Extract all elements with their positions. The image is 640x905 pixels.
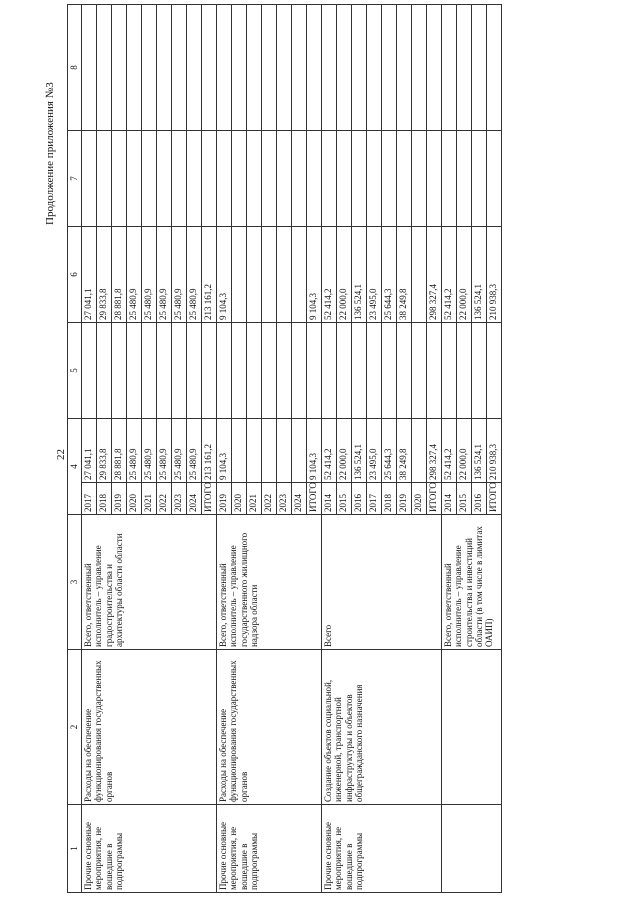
year-cell: 2024 — [187, 483, 202, 515]
regional-budget-cell: 9 104,3 — [217, 227, 232, 323]
year-cell: 2019 — [112, 483, 127, 515]
local-budget-cell — [457, 131, 472, 227]
federal-budget-cell — [187, 323, 202, 419]
federal-budget-cell — [442, 323, 457, 419]
federal-budget-cell — [202, 323, 217, 419]
local-budget-cell — [247, 131, 262, 227]
total-amount-cell: 298 327,4 — [427, 419, 442, 483]
year-cell: 2014 — [442, 483, 457, 515]
header-col-5: 5 — [68, 323, 82, 419]
local-budget-cell — [472, 131, 487, 227]
year-cell: 2021 — [142, 483, 157, 515]
local-budget-cell — [382, 131, 397, 227]
federal-budget-cell — [217, 323, 232, 419]
other-sources-cell — [412, 5, 427, 131]
activity-type-cell — [442, 805, 502, 893]
year-cell: 2015 — [457, 483, 472, 515]
local-budget-cell — [442, 131, 457, 227]
total-amount-cell: 213 161,2 — [202, 419, 217, 483]
year-cell: ИТОГО — [307, 483, 322, 515]
activity-type-cell: Прочие основные мероприятия, не вошедшие в подпрограммы — [217, 805, 322, 893]
budget-table — [67, 4, 502, 893]
total-amount-cell: 29 833,8 — [97, 419, 112, 483]
activity-name-cell: Создание объектов социальной, инженерной, транспортной инфраструктуры и объектов общегражданского назначения — [322, 650, 442, 805]
local-budget-cell — [82, 131, 97, 227]
local-budget-cell — [277, 131, 292, 227]
table-row — [217, 5, 232, 893]
federal-budget-cell — [292, 323, 307, 419]
regional-budget-cell: 25 480,9 — [142, 227, 157, 323]
total-amount-cell: 22 000,0 — [457, 419, 472, 483]
activity-type-cell: Прочие основные мероприятия, не вошедшие в подпрограммы — [322, 805, 442, 893]
federal-budget-cell — [112, 323, 127, 419]
local-budget-cell — [157, 131, 172, 227]
year-cell: 2018 — [97, 483, 112, 515]
header-col-8: 8 — [68, 5, 82, 131]
other-sources-cell — [322, 5, 337, 131]
year-cell: 2016 — [472, 483, 487, 515]
total-amount-cell: 136 524,1 — [472, 419, 487, 483]
other-sources-cell — [367, 5, 382, 131]
year-cell: 2019 — [397, 483, 412, 515]
other-sources-cell — [112, 5, 127, 131]
federal-budget-cell — [472, 323, 487, 419]
regional-budget-cell: 23 495,0 — [367, 227, 382, 323]
other-sources-cell — [337, 5, 352, 131]
federal-budget-cell — [457, 323, 472, 419]
year-cell: 2017 — [367, 483, 382, 515]
regional-budget-cell: 38 249,8 — [397, 227, 412, 323]
header-col-1: 1 — [68, 805, 82, 893]
total-amount-cell — [232, 419, 247, 483]
other-sources-cell — [127, 5, 142, 131]
federal-budget-cell — [412, 323, 427, 419]
header-col-4: 4 — [68, 419, 82, 515]
total-amount-cell: 28 881,8 — [112, 419, 127, 483]
local-budget-cell — [322, 131, 337, 227]
total-amount-cell — [412, 419, 427, 483]
other-sources-cell — [247, 5, 262, 131]
federal-budget-cell — [157, 323, 172, 419]
federal-budget-cell — [232, 323, 247, 419]
regional-budget-cell: 9 104,3 — [307, 227, 322, 323]
total-amount-cell: 52 414,2 — [442, 419, 457, 483]
federal-budget-cell — [397, 323, 412, 419]
executor-cell: Всего — [322, 515, 442, 650]
federal-budget-cell — [322, 323, 337, 419]
federal-budget-cell — [487, 323, 502, 419]
other-sources-cell — [487, 5, 502, 131]
regional-budget-cell: 22 000,0 — [337, 227, 352, 323]
local-budget-cell — [202, 131, 217, 227]
activity-name-cell: Расходы на обеспечение функционирования государственных органов — [82, 650, 217, 805]
local-budget-cell — [232, 131, 247, 227]
other-sources-cell — [172, 5, 187, 131]
regional-budget-cell: 210 938,3 — [487, 227, 502, 323]
local-budget-cell — [307, 131, 322, 227]
federal-budget-cell — [352, 323, 367, 419]
regional-budget-cell: 22 000,0 — [457, 227, 472, 323]
total-amount-cell: 9 104,3 — [307, 419, 322, 483]
other-sources-cell — [277, 5, 292, 131]
year-cell: 2020 — [412, 483, 427, 515]
local-budget-cell — [397, 131, 412, 227]
year-cell: 2022 — [157, 483, 172, 515]
regional-budget-cell: 136 524,1 — [472, 227, 487, 323]
other-sources-cell — [202, 5, 217, 131]
executor-cell: Всего, ответственный исполнитель – управление строительства и инвестиций области (в том числе в лимитах ОАИП) — [442, 515, 502, 650]
header-row — [68, 5, 82, 893]
federal-budget-cell — [172, 323, 187, 419]
total-amount-cell — [247, 419, 262, 483]
regional-budget-cell: 213 161,2 — [202, 227, 217, 323]
federal-budget-cell — [247, 323, 262, 419]
year-cell: ИТОГО — [487, 483, 502, 515]
local-budget-cell — [97, 131, 112, 227]
other-sources-cell — [142, 5, 157, 131]
regional-budget-cell: 25 480,9 — [157, 227, 172, 323]
other-sources-cell — [262, 5, 277, 131]
other-sources-cell — [97, 5, 112, 131]
header-col-3: 3 — [68, 515, 82, 650]
year-cell: 2022 — [262, 483, 277, 515]
total-amount-cell: 9 104,3 — [217, 419, 232, 483]
total-amount-cell — [292, 419, 307, 483]
federal-budget-cell — [262, 323, 277, 419]
other-sources-cell — [232, 5, 247, 131]
federal-budget-cell — [367, 323, 382, 419]
total-amount-cell — [262, 419, 277, 483]
header-col-7: 7 — [68, 131, 82, 227]
regional-budget-cell: 29 833,8 — [97, 227, 112, 323]
local-budget-cell — [352, 131, 367, 227]
appendix-caption: Продолжение приложения №3 — [44, 82, 56, 225]
regional-budget-cell — [262, 227, 277, 323]
year-cell: 2018 — [382, 483, 397, 515]
regional-budget-cell — [292, 227, 307, 323]
total-amount-cell: 25 480,9 — [142, 419, 157, 483]
regional-budget-cell — [232, 227, 247, 323]
other-sources-cell — [157, 5, 172, 131]
other-sources-cell — [472, 5, 487, 131]
local-budget-cell — [412, 131, 427, 227]
local-budget-cell — [262, 131, 277, 227]
local-budget-cell — [142, 131, 157, 227]
federal-budget-cell — [307, 323, 322, 419]
regional-budget-cell: 25 480,9 — [127, 227, 142, 323]
total-amount-cell: 25 644,3 — [382, 419, 397, 483]
local-budget-cell — [367, 131, 382, 227]
local-budget-cell — [427, 131, 442, 227]
regional-budget-cell — [277, 227, 292, 323]
other-sources-cell — [187, 5, 202, 131]
local-budget-cell — [172, 131, 187, 227]
regional-budget-cell: 52 414,2 — [322, 227, 337, 323]
local-budget-cell — [292, 131, 307, 227]
total-amount-cell: 38 249,8 — [397, 419, 412, 483]
table-row — [442, 5, 457, 893]
other-sources-cell — [217, 5, 232, 131]
local-budget-cell — [337, 131, 352, 227]
other-sources-cell — [292, 5, 307, 131]
year-cell: 2014 — [322, 483, 337, 515]
total-amount-cell: 23 495,0 — [367, 419, 382, 483]
other-sources-cell — [442, 5, 457, 131]
other-sources-cell — [427, 5, 442, 131]
total-amount-cell: 136 524,1 — [352, 419, 367, 483]
federal-budget-cell — [382, 323, 397, 419]
other-sources-cell — [382, 5, 397, 131]
header-col-2: 2 — [68, 650, 82, 805]
federal-budget-cell — [337, 323, 352, 419]
local-budget-cell — [127, 131, 142, 227]
federal-budget-cell — [127, 323, 142, 419]
year-cell: 2016 — [352, 483, 367, 515]
total-amount-cell: 25 480,9 — [157, 419, 172, 483]
total-amount-cell — [277, 419, 292, 483]
federal-budget-cell — [82, 323, 97, 419]
activity-name-cell: Расходы на обеспечение функционирования государственных органов — [217, 650, 322, 805]
regional-budget-cell: 52 414,2 — [442, 227, 457, 323]
header-col-6: 6 — [68, 227, 82, 323]
page-number: 22 — [55, 449, 67, 460]
year-cell: 2017 — [82, 483, 97, 515]
year-cell: 2015 — [337, 483, 352, 515]
total-amount-cell: 25 480,9 — [172, 419, 187, 483]
executor-cell: Всего, ответственный исполнитель – управление государственного жилищного надзора области — [217, 515, 322, 650]
activity-name-cell — [442, 650, 502, 805]
local-budget-cell — [112, 131, 127, 227]
regional-budget-cell: 25 644,3 — [382, 227, 397, 323]
other-sources-cell — [82, 5, 97, 131]
other-sources-cell — [397, 5, 412, 131]
local-budget-cell — [487, 131, 502, 227]
activity-type-cell: Прочие основные мероприятия, не вошедшие в подпрограммы — [82, 805, 217, 893]
regional-budget-cell: 25 480,9 — [187, 227, 202, 323]
year-cell: 2023 — [277, 483, 292, 515]
federal-budget-cell — [427, 323, 442, 419]
table-row — [82, 5, 97, 893]
regional-budget-cell — [247, 227, 262, 323]
total-amount-cell: 25 480,9 — [127, 419, 142, 483]
total-amount-cell: 210 938,3 — [487, 419, 502, 483]
year-cell: 2024 — [292, 483, 307, 515]
year-cell: 2020 — [127, 483, 142, 515]
regional-budget-cell — [412, 227, 427, 323]
year-cell: 2020 — [232, 483, 247, 515]
table-row — [322, 5, 337, 893]
regional-budget-cell: 298 327,4 — [427, 227, 442, 323]
other-sources-cell — [352, 5, 367, 131]
year-cell: ИТОГО — [427, 483, 442, 515]
federal-budget-cell — [97, 323, 112, 419]
other-sources-cell — [307, 5, 322, 131]
total-amount-cell: 27 041,1 — [82, 419, 97, 483]
executor-cell: Всего, ответственный исполнитель – управление градостроительства и архитектуры области области — [82, 515, 217, 650]
total-amount-cell: 52 414,2 — [322, 419, 337, 483]
regional-budget-cell: 28 881,8 — [112, 227, 127, 323]
total-amount-cell: 25 480,9 — [187, 419, 202, 483]
other-sources-cell — [457, 5, 472, 131]
federal-budget-cell — [142, 323, 157, 419]
regional-budget-cell: 136 524,1 — [352, 227, 367, 323]
regional-budget-cell: 25 480,9 — [172, 227, 187, 323]
federal-budget-cell — [277, 323, 292, 419]
local-budget-cell — [217, 131, 232, 227]
year-cell: 2019 — [217, 483, 232, 515]
year-cell: 2021 — [247, 483, 262, 515]
total-amount-cell: 22 000,0 — [337, 419, 352, 483]
year-cell: 2023 — [172, 483, 187, 515]
local-budget-cell — [187, 131, 202, 227]
year-cell: ИТОГО — [202, 483, 217, 515]
regional-budget-cell: 27 041,1 — [82, 227, 97, 323]
